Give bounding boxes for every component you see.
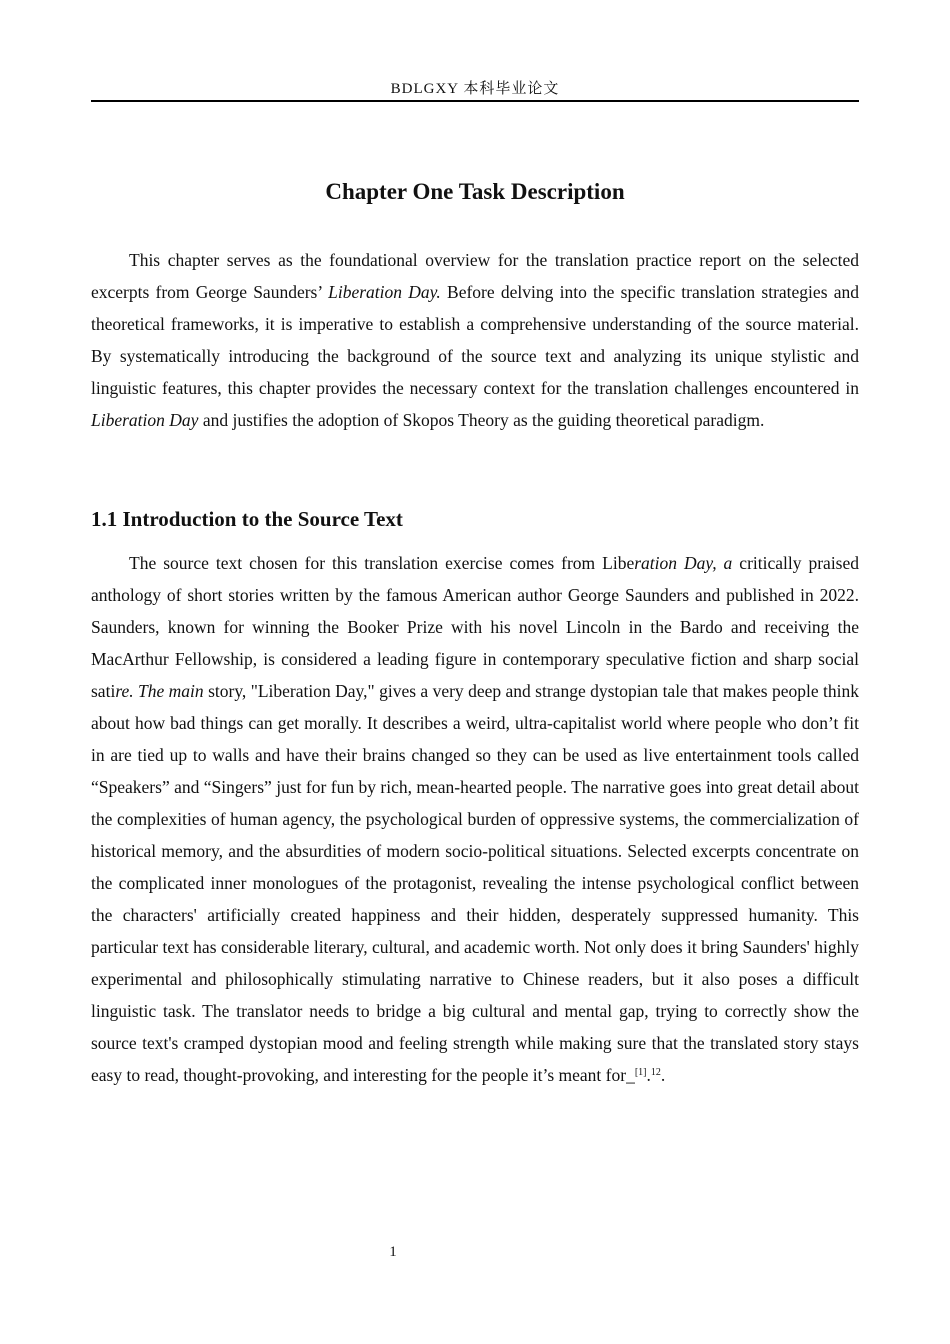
paragraph-end: . bbox=[660, 1065, 666, 1085]
citation-marker: [1] bbox=[634, 1067, 647, 1078]
book-title-italic: Liberation Day. bbox=[328, 282, 441, 302]
intro-text-3: and justifies the adoption of Skopos Theory as the guiding theoretical paradigm. bbox=[198, 410, 765, 430]
section-italic-1: ration Day, a bbox=[634, 553, 733, 573]
section-text-2: critically praised anthology of short stories written by the famous American author George Saunders and published in 2022. Saunders, known for winning the Booker Prize with his novel Lincoln in the Bardo and receiving the MacArthur Fellowship, is considered a leading figure in contemporary speculative fiction and sharp social sati bbox=[91, 553, 860, 701]
citation-separator: . bbox=[646, 1065, 651, 1085]
chapter-title: Chapter One Task Description bbox=[325, 179, 625, 204]
section-heading: 1.1 Introduction to the Source Text bbox=[91, 507, 403, 531]
header-rule bbox=[91, 100, 859, 102]
intro-paragraph bbox=[91, 244, 859, 436]
intro-text-1: This chapter serves as the foundational overview for the translation practice report on the selected excerpts from George Saunders’ bbox=[91, 250, 859, 302]
section-text-3: story, "Liberation Day," gives a very deep and strange dystopian tale that makes people think about how bad things can get morally. It describes a weird, ultra-capitalist world where people who don’t fit in are tied up to walls and have their brains changed so they can be used as live entertainment tools called “Speakers” and “Singers” just for fun by rich, mean-hearted people. The narrative goes into great detail about the complexities of human agency, the psychological burden of oppressive systems, the commercialization of historical memory, and the absurdities of modern socio-political situations. Selected excerpts concentrate on the complicated inner monologues of the protagonist, revealing the intense psychological conflict between the characters' artificially created happiness and their hidden, desperately suppressed humanity. This particular text has considerable literary, cultural, and academic worth. Not only does it bring Saunders' highly experimental and philosophically stimulating narrative to Chinese readers, but it also poses a difficult linguistic task. The translator needs to bridge a big cultural and mental gap, trying to correctly show the source text's cramped dystopian mood and feeling strength while making sure that the translated story stays easy to read, thought-provoking, and interesting for the people it’s meant for_ bbox=[91, 681, 859, 1085]
page-number: 1 bbox=[389, 1244, 397, 1260]
section-text-1: The source text chosen for this translation exercise comes from Libe bbox=[129, 553, 635, 573]
running-header: BDLGXY 本科毕业论文 bbox=[390, 81, 560, 97]
footnote-marker: 12 bbox=[650, 1067, 661, 1078]
section-italic-2: re. The main bbox=[115, 681, 204, 701]
section-paragraph bbox=[91, 547, 859, 1091]
intro-text-2: Before delving into the specific translation strategies and theoretical frameworks, it is imperative to establish a comprehensive understanding of the source material. By systematically introducing the background of the source text and analyzing its unique stylistic and linguistic features, this chapter provides the necessary context for the translation challenges encountered in bbox=[91, 282, 859, 398]
book-title-italic-2: Liberation Day bbox=[91, 410, 199, 430]
